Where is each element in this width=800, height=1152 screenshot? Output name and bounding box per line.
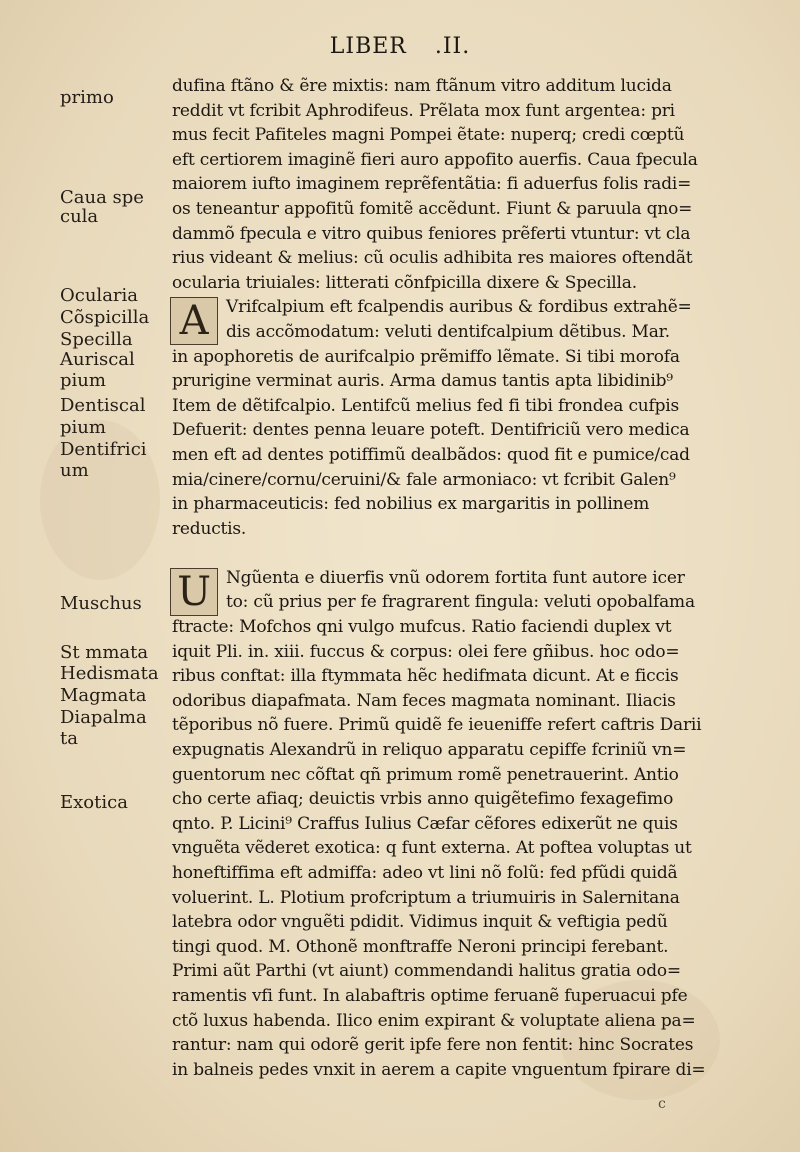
text-line: [172, 197, 762, 222]
text-line: [172, 172, 762, 197]
text-line: [172, 615, 762, 640]
text-line-content: qnto. P. Licini⁹ Craffus Iulius Cæfar cẽfores edixerũt ne quis: [172, 813, 678, 834]
text-line-content: men eft ad dentes potiffimũ dealbãdos: quod fit e pumice/cad: [172, 444, 690, 465]
text-line-content: tingi quod. M. Othonẽ monftraffe Neroni principi ferebant.: [172, 936, 669, 957]
text-line: [172, 345, 762, 370]
text-line: [172, 590, 762, 615]
text-line-content: mia/cinere/cornu/ceruini/& fale armoniaco: vt fcribit Galen⁹: [172, 469, 676, 490]
text-line: [172, 1009, 762, 1034]
margin-note: Cõspicilla: [60, 307, 150, 328]
text-line: [172, 689, 762, 714]
text-line-content: Ngũenta e diuerfis vnũ odorem fortita funt autore icer: [226, 567, 685, 588]
running-header: [0, 34, 800, 59]
margin-note: Dentifrici: [60, 439, 147, 460]
text-line: [172, 492, 762, 517]
main-text-column: [172, 74, 762, 1082]
text-line: [172, 222, 762, 247]
text-line: [172, 468, 762, 493]
margin-note: primo: [60, 87, 114, 108]
text-line-content: rius videant & melius: cũ oculis adhibita res maiores oftendãt: [172, 248, 693, 269]
text-line: [172, 664, 762, 689]
margin-note: um: [60, 460, 89, 481]
text-line: [172, 763, 762, 788]
text-line-content: ramentis vfi funt. In alabaftris optime feruanẽ fuperuacui pfe: [172, 985, 688, 1006]
text-line: [172, 320, 762, 345]
header-book-word: LIBER: [329, 34, 407, 59]
text-line: [172, 861, 762, 886]
text-line: [172, 812, 762, 837]
decorated-initial: U: [170, 568, 218, 616]
decorated-initial: A: [170, 297, 218, 345]
text-line: [172, 74, 762, 99]
text-line: [172, 1033, 762, 1058]
text-line: [172, 886, 762, 911]
margin-note: Ocularia: [60, 285, 139, 306]
margin-note: Auriscal: [60, 349, 135, 370]
text-line-content: in balneis pedes vnxit in aerem a capite vnguentum fpirare di=: [172, 1059, 706, 1080]
margin-note: Exotica: [60, 792, 128, 813]
margin-note: Magmata: [60, 685, 147, 706]
text-line-content: eft certiorem imaginẽ fieri auro appofito auerfis. Caua fpecula: [172, 149, 698, 170]
text-line-content: reddit vt fcribit Aphrodifeus. Prẽlata mox funt argentea: pri: [172, 100, 675, 121]
text-line: [172, 99, 762, 124]
margin-note: ta: [60, 728, 78, 749]
text-line: [172, 910, 762, 935]
text-line-content: ctõ luxus habenda. Ilico enim expirant & voluptate aliena pa=: [172, 1010, 696, 1031]
text-line: [172, 1058, 762, 1083]
text-line-content: ribus conftat: illa ftymmata hẽc hedifmata dicunt. At e ficcis: [172, 666, 679, 687]
text-line-content: iquit Pli. in. xiii. fuccus & corpus: olei fere gñibus. hoc odo=: [172, 641, 680, 662]
text-line: [172, 713, 762, 738]
text-line-content: honeftiffima eft admiffa: adeo vt lini nõ folũ: fed pfũdi quidã: [172, 863, 678, 883]
margin-note: Specilla: [60, 329, 133, 350]
text-line-content: prurigine verminat auris. Arma damus tantis apta libidinib⁹: [172, 371, 673, 392]
margin-note: Hedismata: [60, 663, 159, 684]
text-line-content: voluerint. L. Plotium profcriptum a triumuiris in Salernitana: [172, 887, 680, 908]
text-line-content: ftracte: Mofchos qni vulgo mufcus. Ratio faciendi duplex vt: [172, 617, 672, 638]
text-line: [172, 959, 762, 984]
text-line-content: dufina ftãno & ẽre mixtis: nam ftãnum vitro additum lucida: [172, 76, 672, 96]
text-line-content: in apophoretis de aurifcalpio prẽmiffo lẽmate. Si tibi morofa: [172, 346, 680, 367]
text-line: [172, 787, 762, 812]
text-line-content: Item de dẽtifcalpio. Lentifcũ melius fed fi tibi frondea cufpis: [172, 395, 680, 416]
text-line: [172, 394, 762, 419]
text-line-content: latebra odor vnguẽti pdidit. Vidimus inquit & veftigia pedũ: [172, 912, 668, 933]
text-line-content: cho certe afiaq; deuictis vrbis anno quigẽtefimo fexagefimo: [172, 789, 674, 810]
text-line-content: reductis.: [172, 518, 247, 539]
text-line: [172, 738, 762, 763]
paragraph-gap: [172, 541, 762, 566]
signature-mark: c: [658, 1096, 666, 1112]
text-line-content: expugnatis Alexandrũ in reliquo apparatu cepiffe fcriniũ vn=: [172, 740, 687, 761]
header-book-number: .II.: [434, 34, 471, 59]
margin-note: Caua spe: [60, 187, 144, 208]
text-line: [172, 369, 762, 394]
text-line-content: to: cũ prius per fe fragrarent fingula: veluti opobalfama: [226, 592, 695, 613]
text-line-content: os teneantur appofitũ fomitẽ accẽdunt. Fiunt & paruula qno=: [172, 198, 693, 219]
text-line: [172, 443, 762, 468]
text-line-content: dammõ fpecula e vitro quibus feniores prẽferti vtuntur: vt cla: [172, 223, 691, 244]
text-line: [172, 836, 762, 861]
text-line-content: dis accõmodatum: veluti dentifcalpium dẽtibus. Mar.: [226, 321, 670, 342]
text-line-content: rantur: nam qui odorẽ gerit ipfe fere non fentit: hinc Socrates: [172, 1035, 694, 1056]
text-line-content: Vrifcalpium eft fcalpendis auribus & fordibus extrahẽ=: [226, 297, 692, 318]
text-line: [172, 123, 762, 148]
margin-note: St mmata: [60, 642, 149, 663]
text-line: [172, 984, 762, 1009]
text-line: [172, 418, 762, 443]
text-line-content: maiorem iufto imaginem reprẽfentãtia: fi aduerfus folis radi=: [172, 174, 692, 195]
text-line-content: Defuerit: dentes penna leuare poteft. Dentifriciũ vero medica: [172, 420, 690, 441]
text-line-content: ocularia triuiales: litterati cõnfpicilla dixere & Specilla.: [172, 272, 637, 293]
margin-note: cula: [60, 206, 99, 227]
text-line: [172, 148, 762, 173]
text-line: [172, 246, 762, 271]
margin-note: pium: [60, 370, 106, 391]
text-line: [172, 271, 762, 296]
text-line-content: guentorum nec cõftat qñ primum romẽ penetrauerint. Antio: [172, 764, 679, 785]
margin-note: Diapalma: [60, 707, 147, 728]
text-line: [172, 517, 762, 542]
text-line-content: vnguẽta vẽderet exotica: q funt externa. At poftea voluptas ut: [172, 838, 692, 859]
margin-note: pium: [60, 417, 106, 438]
text-line: [172, 640, 762, 665]
text-line-content: odoribus diapafmata. Nam feces magmata nominant. Iliacis: [172, 690, 676, 711]
margin-note: Muschus: [60, 593, 142, 614]
margin-note: Dentiscal: [60, 395, 146, 416]
text-line-content: Primi aũt Parthi (vt aiunt) commendandi halitus gratia odo=: [172, 961, 681, 982]
text-line-content: in pharmaceuticis: fed nobilius ex margaritis in pollinem: [172, 494, 650, 515]
text-line: [172, 935, 762, 960]
text-line-content: tẽporibus nõ fuere. Primũ quidẽ fe ieueniffe refert caftris Darii: [172, 715, 702, 736]
text-line-content: mus fecit Pafiteles magni Pompei ẽtate: nuperq; credi cœptũ: [172, 125, 685, 146]
